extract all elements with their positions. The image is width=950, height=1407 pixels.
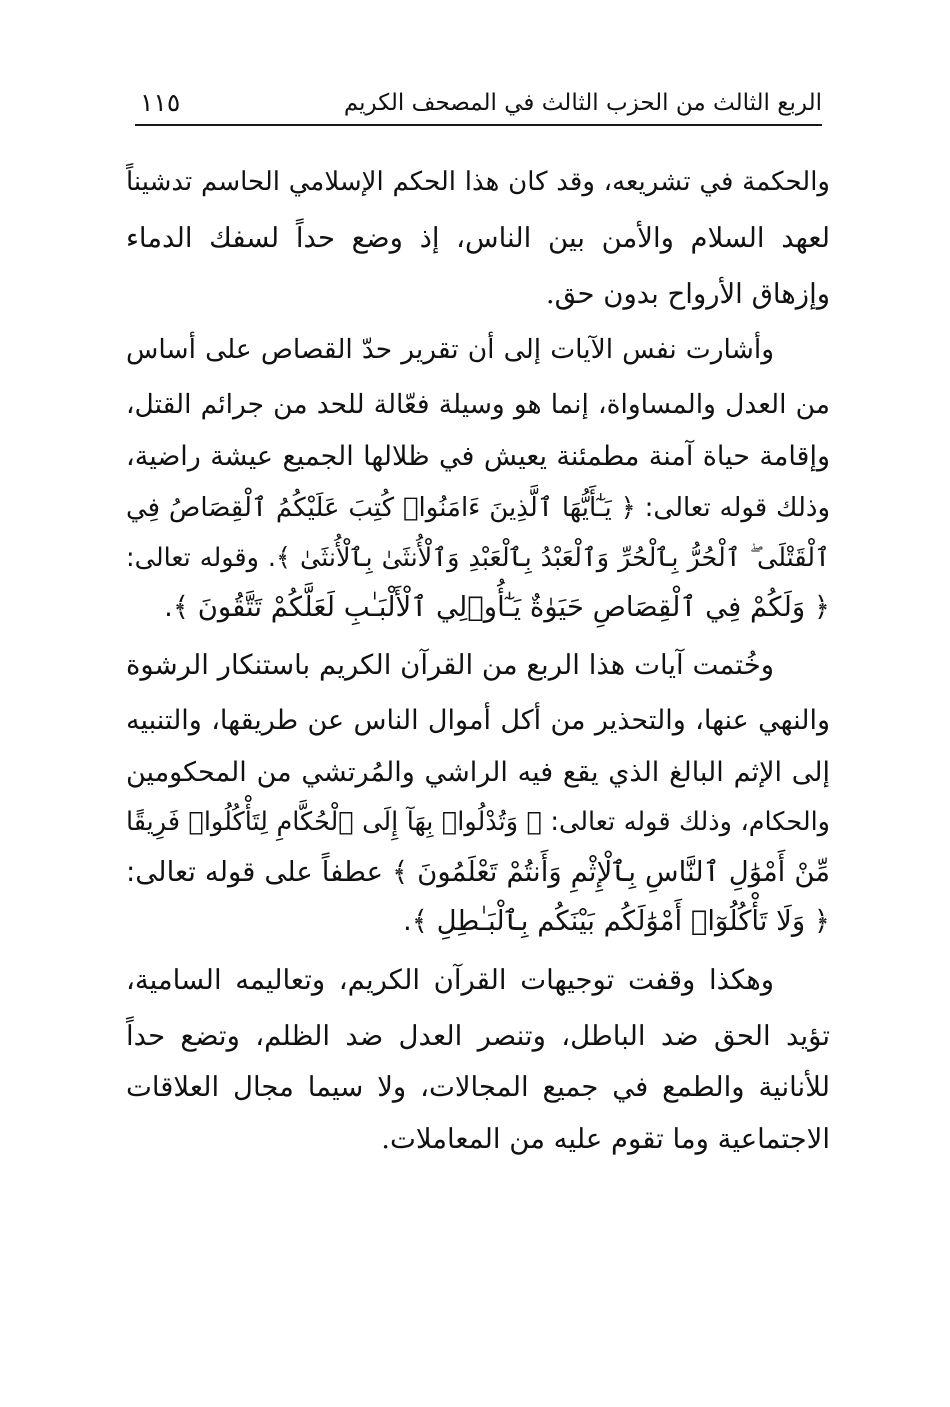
paragraph-line: تؤيد الحق ضد الباطل، وتنصر العدل ضد الظلم، وتضع حداً <box>126 1020 830 1052</box>
paragraph-line: والحكمة في تشريعه، وقد كان هذا الحكم الإسلامي الحاسم تدشيناً <box>126 167 830 197</box>
paragraph-line: وهكذا وقفت توجيهات القرآن الكريم، وتعاليمه السامية، <box>126 964 774 996</box>
paragraph-line: للأنانية والطمع في جميع المجالات، ولا سيما مجال العلاقات <box>126 1071 830 1103</box>
paragraph-line: وخُتمت آيات هذا الربع من القرآن الكريم باستنكار الرشوة <box>126 649 774 681</box>
quran-verse-line: ٱلْقَتْلَى ۖ ٱلْحُرُّ بِٱلْحُرِّ وَٱلْعَبْدُ بِٱلْعَبْدِ وَٱلْأُنثَىٰ بِٱلْأُنثَىٰ ﴾. وقوله تعالى: <box>126 543 830 573</box>
running-header <box>132 84 822 124</box>
paragraph-line: الاجتماعية وما تقوم عليه من المعاملات. <box>381 1123 830 1155</box>
quran-verse-line: ﴿ وَلَكُمْ فِي ٱلْقِصَاصِ حَيَوٰةٌ يَـٰٓأُو۟لِي ٱلْأَلْبَـٰبِ لَعَلَّكُمْ تَتَّقُونَ ﴾. <box>164 591 830 623</box>
quran-verse-line: مِّنْ أَمْوَٰلِ ٱلنَّاسِ بِٱلْإِثْمِ وَأَنتُمْ تَعْلَمُونَ ﴾ عطفاً على قوله تعالى: <box>126 856 830 888</box>
paragraph-line: وإزهاق الأرواح بدون حق. <box>545 278 830 310</box>
paragraph-line: إلى الإثم البالغ الذي يقع فيه الراشي والمُرتشي من المحكومين <box>126 757 830 788</box>
paragraph-line: من العدل والمساواة، إنما هو وسيلة فعّالة للحد من جرائم القتل، <box>126 389 830 420</box>
page-number: ١١٥ <box>140 88 181 117</box>
quran-verse-line: والحكام، وذلك قوله تعالى: ﴿ وَتُدْلُوا۟ بِهَآ إِلَى ٱلْحُكَّامِ لِتَأْكُلُوا۟ فَرِيقًا <box>126 807 830 837</box>
paragraph-line: وإقامة حياة آمنة مطمئنة يعيش في ظلالها الجميع عيشة راضية، <box>126 441 830 472</box>
quran-verse-line: ﴿ وَلَا تَأْكُلُوٓا۟ أَمْوَٰلَكُم بَيْنَكُم بِٱلْبَـٰطِلِ ﴾. <box>402 905 830 937</box>
paragraph-line: وأشارت نفس الآيات إلى أن تقرير حدّ القصاص على أساس <box>126 334 774 365</box>
paragraph-line: والنهي عنها، والتحذير من أكل أموال الناس عن طريقها، والتنبيه <box>126 705 830 736</box>
quran-verse-line: وذلك قوله تعالى: ﴿ يَـٰٓأَيُّهَا ٱلَّذِينَ ءَامَنُوا۟ كُتِبَ عَلَيْكُمُ ٱلْقِصَاصُ فِي <box>126 493 830 523</box>
header-divider <box>135 124 822 126</box>
running-header-title: الربع الثالث من الحزب الثالث في المصحف الكريم <box>343 90 822 116</box>
paragraph-line: لعهد السلام والأمن بين الناس، إذ وضع حداً لسفك الدماء <box>126 222 830 254</box>
